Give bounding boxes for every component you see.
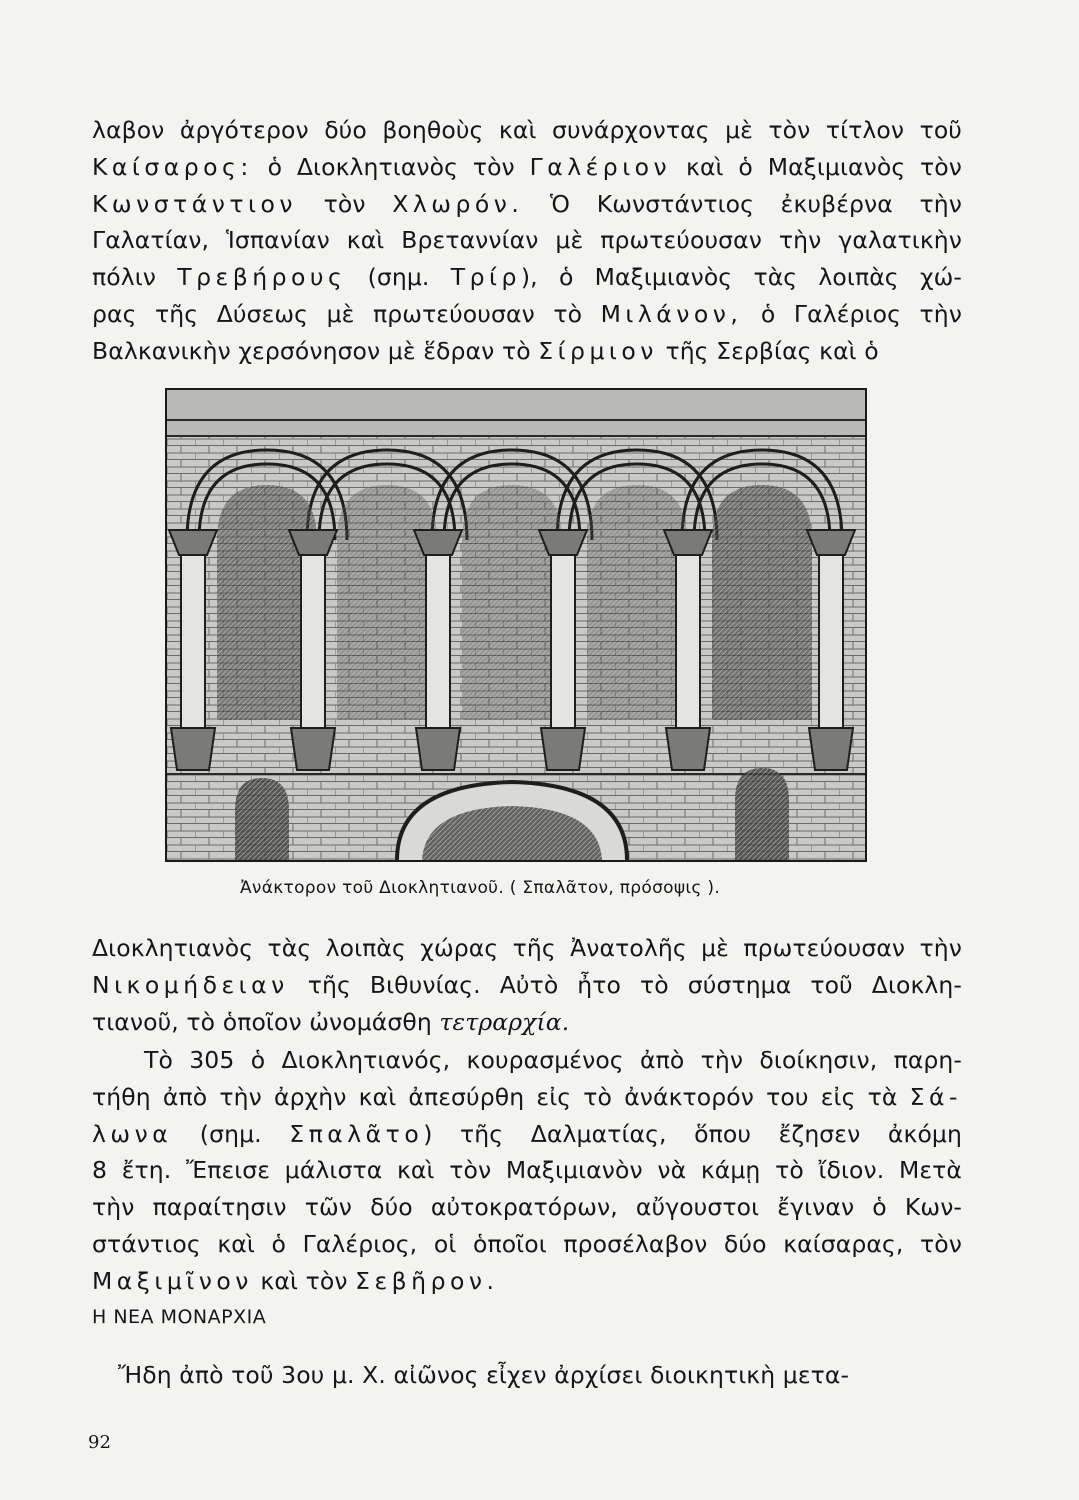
text-segment: Τὸ 305 ὁ Διοκλητιανός, κουρασμένος ἀπὸ τὴν διοίκησιν, παρη- <box>144 1046 962 1074</box>
text-line <box>92 186 962 223</box>
text-segment: τὴν παραίτησιν τῶν δύο αὐτοκρατόρων, αὔγουστοι ἔγιναν ὁ Κων- <box>92 1193 962 1222</box>
spaced-name: Μιλάνον, <box>600 299 743 328</box>
paragraph-tetrarchy-east <box>92 930 962 1040</box>
text-line <box>92 1116 962 1153</box>
spaced-name: Σεβῆρον. <box>355 1266 499 1295</box>
text-line <box>92 1189 962 1226</box>
text-line <box>92 1357 962 1394</box>
text-line <box>92 1042 962 1079</box>
text-line <box>92 1152 962 1189</box>
spaced-name: Τρίρ <box>450 263 521 292</box>
spaced-name: Τρεβήρους <box>177 263 347 292</box>
spaced-name: Καίσαρος: <box>92 152 253 181</box>
section-heading: Η ΝΕΑ ΜΟΝΑΡΧΙΑ <box>92 1306 267 1328</box>
paragraph-tetrarchy-intro <box>92 112 962 370</box>
spaced-name: Σπαλᾶτο <box>289 1119 424 1148</box>
text-segment: Βαλκανικὴν χερσόνησον μὲ ἕδραν τὸ <box>92 336 539 365</box>
spaced-name: Γαλέριον <box>529 152 672 181</box>
text-line <box>92 333 962 370</box>
text-line <box>92 112 962 149</box>
spaced-name: Μαξιμῖνον <box>92 1266 253 1295</box>
text-segment: τῆς Βιθυνίας. Αὐτὸ ἦτο τὸ σύστημα τοῦ Διοκλη- <box>288 970 962 999</box>
spaced-name: Χλωρόν. <box>392 189 524 218</box>
spaced-name: Σά- <box>909 1082 962 1111</box>
text-segment: στάντιος καὶ ὁ Γαλέριος, οἱ ὁποῖοι προσέλαβον δύο καίσαρας, τὸν <box>92 1229 962 1258</box>
text-segment: Γαλατίαν, Ἱσπανίαν καὶ Βρεταννίαν μὲ πρωτεύουσαν τὴν γαλατικὴν <box>92 226 962 255</box>
text-segment: πόλιν <box>92 263 178 292</box>
spaced-name: Νικομήδειαν <box>92 970 289 999</box>
text-segment: τιανοῦ, τὸ ὁποῖον ὠνομάσθη <box>92 1007 440 1036</box>
text-segment: ὁ Διοκλητιανὸς τὸν <box>252 152 530 181</box>
palace-illustration <box>165 388 867 862</box>
spaced-name: Κωνστάντιον <box>92 189 297 218</box>
text-segment: καὶ ὁ Μαξιμιανὸς τὸν <box>671 152 962 181</box>
text-segment: καὶ τὸν <box>252 1266 356 1295</box>
spaced-name: Σίρμιον <box>538 336 658 365</box>
text-line <box>92 930 962 967</box>
text-line <box>92 222 962 259</box>
text-segment: τὸν <box>296 189 393 218</box>
text-segment: Ἤδη ἀπὸ τοῦ 3ου μ. Χ. αἰῶνος εἶχεν ἀρχίσει διοικητικὴ μετα- <box>118 1361 850 1389</box>
page-number: 92 <box>88 1432 111 1453</box>
text-line <box>92 967 962 1004</box>
text-line <box>92 1226 962 1263</box>
text-segment: ὁ Γαλέριος τὴν <box>742 299 962 328</box>
spaced-name: λωνα <box>92 1119 173 1148</box>
text-segment: (σημ. <box>346 263 451 292</box>
text-segment: 8 ἔτη. Ἔπεισε μάλιστα καὶ τὸν Μαξιμιανὸν νὰ κάμῃ τὸ ἴδιον. Μετὰ <box>92 1156 962 1185</box>
figure-caption: Ἀνάκτορον τοῦ Διοκλητιανοῦ. ( Σπαλᾶτον, πρόσοψις ). <box>240 878 721 898</box>
text-line <box>92 149 962 186</box>
text-segment: λαβον ἀργότερον δύο βοηθοὺς καὶ συνάρχοντας μὲ τὸν τίτλον τοῦ <box>92 116 962 144</box>
paragraph-abdication <box>92 1042 962 1300</box>
italic-term: τετραρχία. <box>439 1007 570 1036</box>
text-segment: τήθη ἀπὸ τὴν ἀρχὴν καὶ ἀπεσύρθη εἰς τὸ ἀνάκτορόν του εἰς τὰ <box>92 1082 910 1111</box>
text-segment: (σημ. <box>172 1119 290 1148</box>
text-segment: ), ὁ Μαξιμιανὸς τὰς λοιπὰς χώ- <box>520 263 962 292</box>
text-line <box>92 1263 962 1300</box>
text-segment: Ὁ Κωνστάντιος ἐκυβέρνα τὴν <box>523 189 963 218</box>
text-line <box>92 1079 962 1116</box>
text-segment: ρας τῆς Δύσεως μὲ πρωτεύουσαν τὸ <box>92 299 601 328</box>
text-segment: ) τῆς Δαλματίας, ὅπου ἔζησεν ἀκόμη <box>423 1119 962 1148</box>
text-line <box>92 1004 962 1041</box>
text-segment: Διοκλητιανὸς τὰς λοιπὰς χώρας τῆς Ἀνατολῆς μὲ πρωτεύουσαν τὴν <box>92 934 962 962</box>
paragraph-new-monarchy <box>92 1357 962 1394</box>
text-line <box>92 259 962 296</box>
text-line <box>92 296 962 333</box>
text-segment: τῆς Σερβίας καὶ ὁ <box>657 336 879 365</box>
